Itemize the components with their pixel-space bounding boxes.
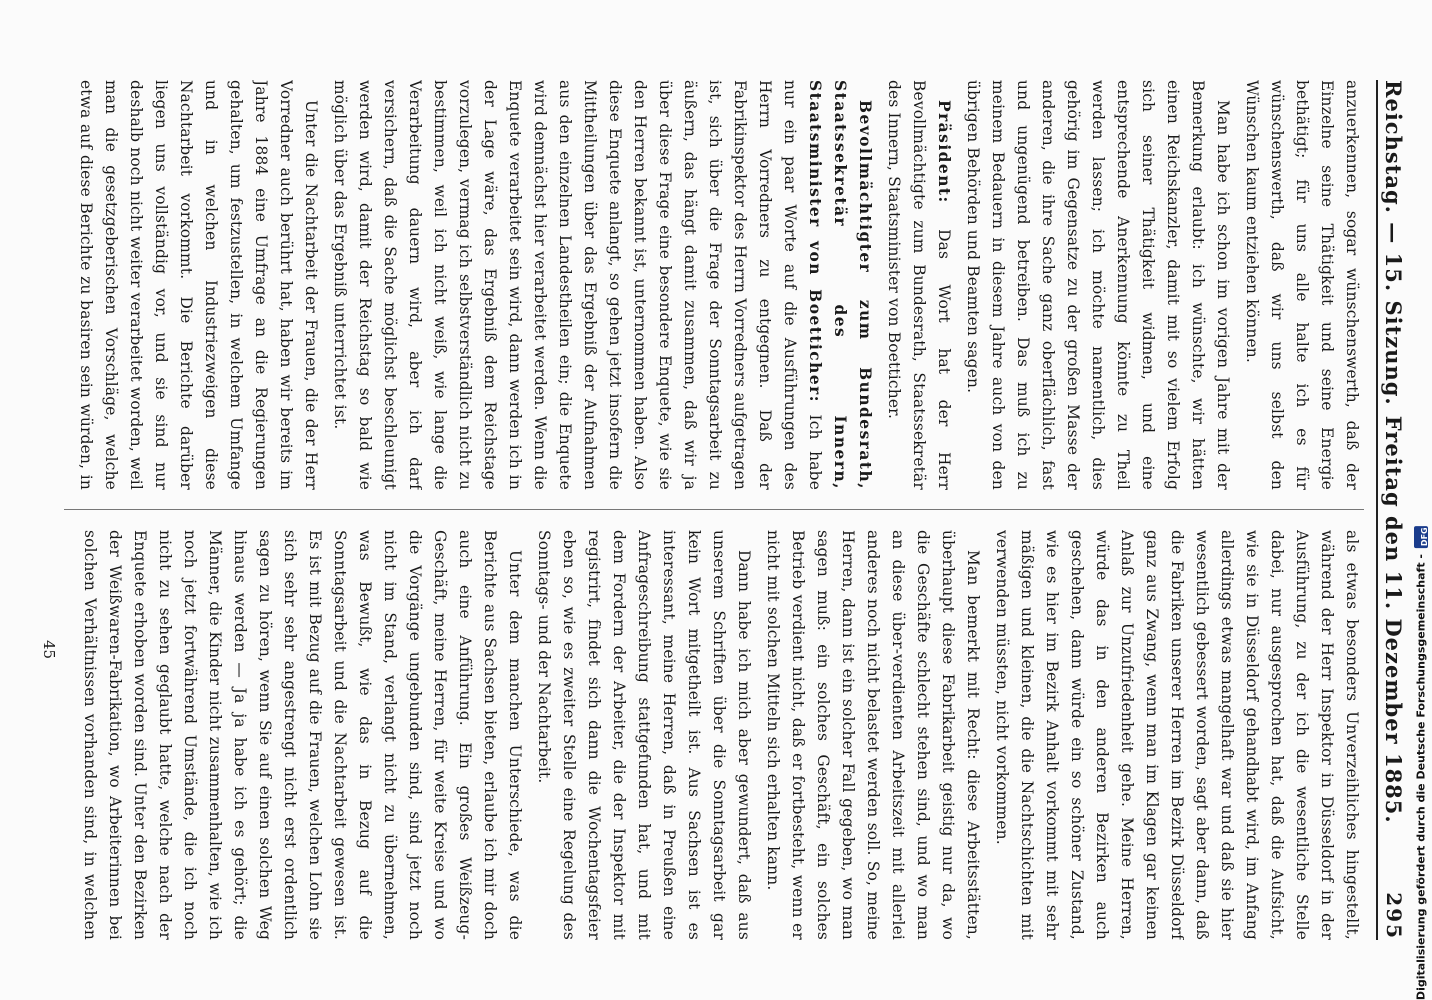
right-column	[74, 530, 1364, 940]
column-divider	[64, 509, 1364, 510]
digitization-credit	[1410, 0, 1432, 1000]
session-title: Reichstag. — 15. Sitzung.	[1381, 80, 1407, 406]
paragraph: Man habe ich schon im vorigen Jahre mit der Bemerkung erlaubt: ich wünschte, wir hätten einen Reichskanzler, damit mit so vielem Erfolg sich seiner Thätigkeit widmen, und eine entsprechende Anerkennung könnte zu Theil werden lassen; ich möchte namentlich, dies gehörig im Gegensatze zu der großen Masse der anderen, die ihre Sache ganz oberflächlich, fast und ungenügend betreiben. Das muß ich zu meinem Bedauern in diesem Jahre auch von den übrigen Behörden und Beamten sagen.	[964, 80, 1232, 490]
session-date: Freitag den 11. Dezember 1885.	[1381, 415, 1407, 824]
speech-paragraph	[881, 80, 956, 490]
speech-text: Ich habe nur ein paar Worte auf die Ausführungen des Herrn Vorredners zu entgegnen. Daß der Fabrikinspektor des Herrn Vorredners aufgetragen ist, sich über die Frage der Sonntagsarbeit zu äußern, das hängt damit zusammen, daß wir ja über diese Frage eine besondere Enquete, wie sie den Herren bekannt ist, unternommen haben. Also diese Enquete anlangt, so gehen jetzt insofern die Mittheilungen über das Ergebniß der Aufnahmen aus den einzelnen Landestheilen ein; die Enquete wird demnächst hier verarbeitet werden. Wenn die Enquete verarbeitet sein wird, dann werden ich in der Lage wäre, das Ergebniß dem Reichstage vorzulegen, vermag ich selbstverständlich nicht zu bestimmen, weil ich nicht weiß, wie lange die Verarbeitung dauern wird, aber ich darf versichern, daß die Sache möglichst beschleunigt werden wird, damit der Reichstag so bald wie möglich über das Ergebniß unterrichtet ist.	[331, 80, 824, 490]
page-number: 295	[1382, 892, 1406, 940]
page-header	[1376, 80, 1410, 940]
paragraph: Man bemerkt mit Recht: diese Arbeitsstätten, überhaupt diese Fabrikarbeit geistig nur da, wo die Geschäfte schlecht stehen sind, und wo man an diese über-verdienten Arbeitszeit mit allerlei anderes noch nicht belastet werden soll. So, meine Herren, dann ist ein solcher Fall gegeben, wo man sagen muß: ein solches Geschäft, ein solches Betrieb verdient nicht, daß er fortbesteht, wenn er nicht mit solchen Mitteln sich erhalten kann.	[764, 530, 982, 940]
paragraph: Unter dem manchen Unterschiede, was die Berichte aus Sachsen bieten, erlaube ich mir doch auch eine Anführung. Ein großes Weißzeug-Geschäft, meine Herren, für weite Kreise und wo die Vorgänge ungebunden sind, sind jetzt noch nicht im Stand, verlangt nicht zu übernehmen, was Bewußt, wie das in Bezug auf die Sonntagsarbeit und die Nachtarbeit gewesen ist. Es ist mit Bezug auf die Frauen, welchen Lohn sie sich sehr sehr angestrengt nicht erst ordentlich sagen zu hören, wenn Sie auf einen solchen Weg hinaus werden — Ja ja habe ich es gehört; die Männer, die Kinder nicht zusammenhalten, wie ich noch jetzt fortwährend Umstände, die ich noch nicht zu sehen geglaubt hatte, welche nach der Enquete erhoben worden sind. Unter den Bezirken der Weißwaren-Fabrikation, wo Arbeiterinnen bei solchen Verhältnissen vorhanden sind, in welchen	[81, 530, 524, 940]
document-page	[20, 80, 1410, 940]
paragraph: anzuerkennen, sogar wünschenswerth, daß der Einzelne seine Thätigkeit und seine Energie bethätigt; für uns alle halte ich es für wünschenswerth, daß wir uns selbst den Wünschen kaum entziehen können.	[1243, 80, 1361, 490]
dfg-logo-icon: DFG	[1414, 526, 1428, 548]
paragraph: Unter die Nachtarbeit der Frauen, die der Herr Vorredner auch berührt hat, haben wir bereits im Jahre 1884 eine Umfrage an die Regierungen gehalten, um festzustellen, in welchem Umfange und in welchen Industriezweigen diese Nachtarbeit vorkommt. Die Berichte darüber liegen uns vollständig vor, und sie sind nur deshalb noch nicht weiter verarbeitet worden, weil man die gesetzgeberischen Vorschläge, welche etwa auf diese Berichte zu basiren sein würden, in	[77, 80, 320, 490]
signature-number: 45	[40, 640, 58, 660]
speech-text: Das Wort hat der Herr Bevollmächtigte zum Bundesrath, Staatssekretär des Innern, Staatsminister von Boetticher.	[885, 80, 953, 490]
speaker-name: Präsident:	[935, 100, 953, 204]
running-title	[1382, 80, 1407, 824]
paragraph: Dann habe ich mich aber gewundert, daß aus unserem Schriften über die Sonntagsarbeit gar kein Wort mitgetheilt ist. Aus Sachsen ist es interessant, meine Herren, daß in Preußen eine Anfrageschreibung stattgefunden hat, und mit dem Fordern der Arbeiter, die der Inspektor mit registrirt, findet sich dann die Wochentagsfeier eben so, wie es zweiter Stelle eine Regelung des Sonntags- und der Nachtarbeit.	[535, 530, 753, 940]
left-column	[74, 80, 1364, 490]
speaker-name: Bevollmächtigter zum Bundesrath, Staatssekretär des Innern, Staatsminister von Boetticher:	[806, 80, 874, 490]
credit-text: Digitalisierung gefördert durch die Deutsche Forschungsgemeinschaft -	[1414, 553, 1428, 1000]
speech-paragraph	[327, 80, 877, 490]
paragraph: als etwas besonders Unverzeihliches hingestellt, während der Herr Inspektor in Düsseldorf in der Ausführung, zu der ich die wesentliche Stelle dabei, nur ausgesprochen hat, daß die Aufsicht, wie sie in Düsseldorf gehandhabt wird, im Anfang allerdings etwas mangelhaft war und daß sie hier wesentlich gebessert worden, sagt aber dann, daß die Fabriken unserer Herren im Bezirk Düsseldorf ganz aus Zwang, wenn man im Klagen gar keinen Anlaß zur Unzufriedenheit gehe. Meine Herren, würde das in den anderen Bezirken auch geschehen, dann würde ein so schöner Zustand, wie es hier im Bezirk Anhalt vorkommt mit sehr mäßigen und kleinen, die die Nachtschichten mit verwenden müssten, nicht vorkommen.	[993, 530, 1361, 940]
